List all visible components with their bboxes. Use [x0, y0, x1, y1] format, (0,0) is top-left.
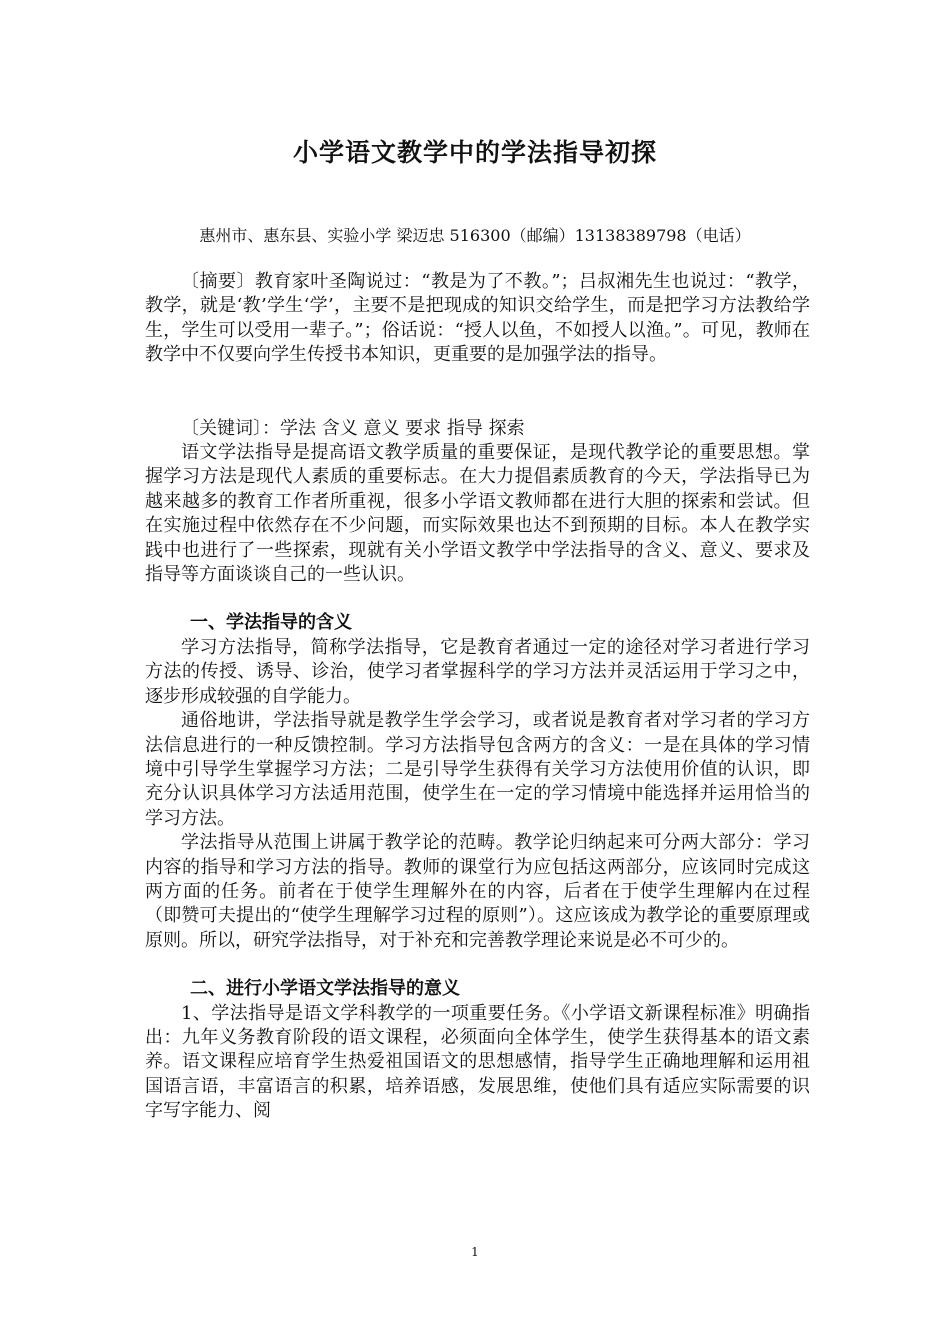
spacer — [145, 368, 810, 417]
section-heading-1: 一、学法指导的含义 — [190, 612, 352, 634]
document-title: 小学语文教学中的学法指导初探 — [292, 138, 657, 167]
section1-paragraph: 通俗地讲，学法指导就是教学生学会学习，或者说是教育者对学习者的学习方法信息进行的一种反馈控制。学习方法指导包含两方的含义：一是在具体的学习情境中引导学生掌握学习方法；二是引导学生获得有关学习方法使用价值的认识，即充分认识具体学习方法适用范围，使学生在一定的学习情境中能选择并运用恰当的学习方法。 — [145, 710, 810, 829]
abstract-paragraph: 〔摘要〕教育家叶圣陶说过：“教是为了不教。”；吕叔湘先生也说过：“教学，教学，就是‘教’学生‘学’，主要不是把现成的知识交给学生，而是把学习方法教给学生，学生可以受用一辈子。”；俗话说：“授人以鱼，不如授人以渔。”。可见，教师在教学中不仅要向学生传授书本知识，更重要的是加强学法的指导。 — [145, 271, 810, 366]
section1-paragraph: 学法指导从范围上讲属于教学论的范畴。教学论归纳起来可分两大部分：学习内容的指导和学习方法的指导。教师的课堂行为应包括这两部分，应该同时完成这两方面的任务。前者在于使学生理解外在的内容，后者在于使学生理解内在过程（即赞可夫提出的“使学生理解学习过程的原则”）。这应该成为教学论的重要原理或原则。所以，研究学法指导，对于补充和完善教学理论来说是必不可少的。 — [145, 832, 810, 951]
page-number: 1 — [471, 1245, 479, 1259]
spacer — [145, 953, 810, 977]
spacer — [145, 587, 810, 611]
section2-paragraph: 1、学法指导是语文学科教学的一项重要任务。《小学语文新课程标准》明确指出：九年义务教育阶段的语文课程，必须面向全体学生，使学生获得基本的语文素养。语文课程应培育学生热爱祖国语文的思想感情，指导学生正确地理解和运用祖国语言语，丰富语言的积累，培养语感，发展思维，使他们具有适应实际需要的识字写字能力、阅 — [145, 1002, 810, 1122]
author-line: 惠州市、惠东县、实验小学 梁迈忠 516300（邮编）13138389798（电话） — [199, 226, 751, 245]
document-body — [145, 270, 810, 1124]
section-heading-2: 二、进行小学语文学法指导的意义 — [190, 978, 460, 1000]
section1-paragraph: 学习方法指导，简称学法指导，它是教育者通过一定的途径对学习者进行学习方法的传授、诱导、诊治，使学习者掌握科学的学习方法并灵活运用于学习之中，逐步形成较强的自学能力。 — [145, 636, 810, 707]
intro-paragraph: 语文学法指导是提高语文教学质量的重要保证，是现代教学论的重要思想。掌握学习方法是现代人素质的重要标志。在大力提倡素质教育的今天，学法指导已为越来越多的教育工作者所重视，很多小学语文教师都在进行大胆的探索和尝试。但在实施过程中依然存在不少问题，而实际效果也达不到预期的目标。本人在教学实践中也进行了一些探索，现就有关小学语文教学中学法指导的含义、意义、要求及指导等方面谈谈自己的一些认识。 — [145, 442, 810, 586]
keywords-line: 〔关键词〕：学法 含义 意义 要求 指导 探索 — [181, 417, 525, 439]
